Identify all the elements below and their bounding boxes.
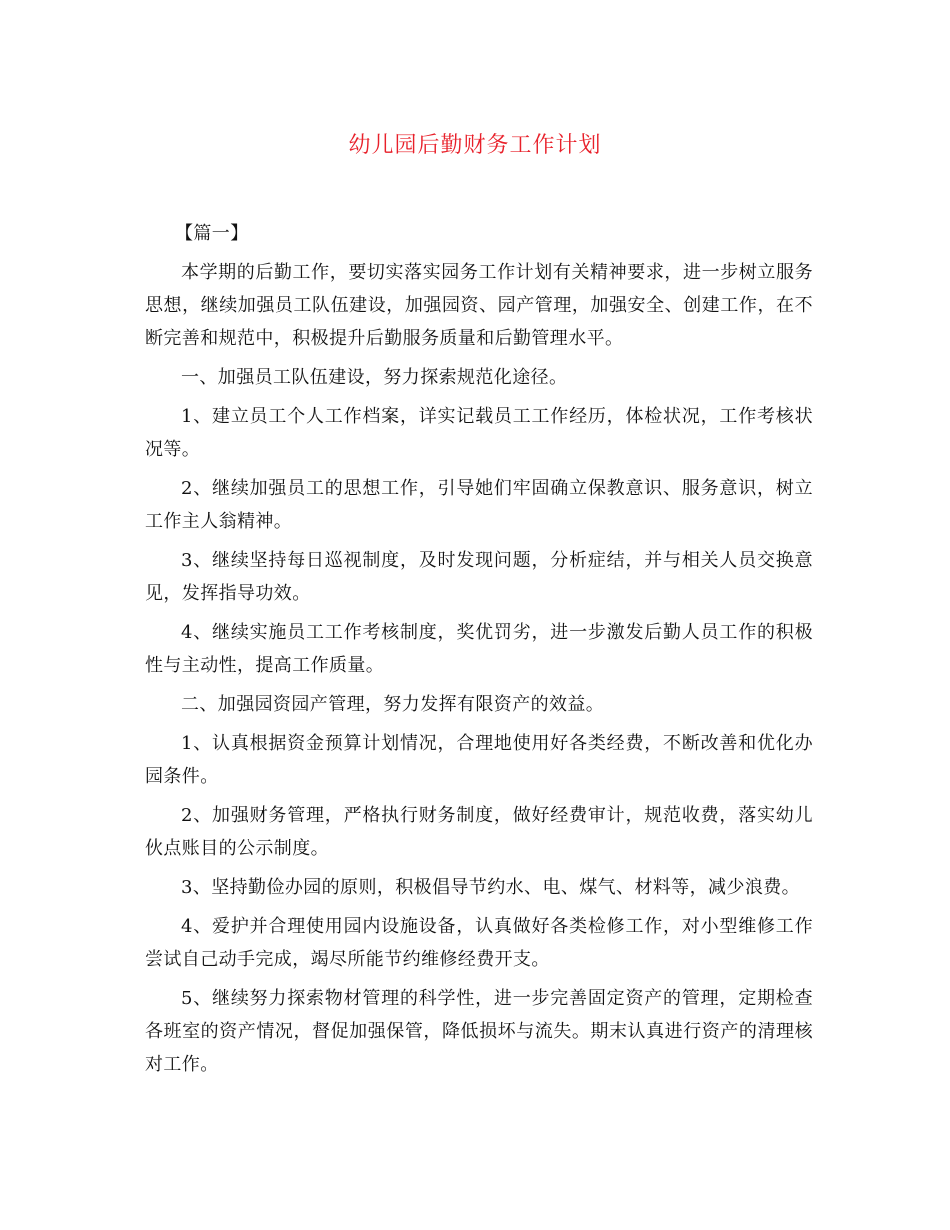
paragraph-item: 4、爱护并合理使用园内设施设备，认真做好各类检修工作，对小型维修工作尝试自己动手完成，竭尽所能节约维修经费开支。 — [145, 916, 813, 970]
paragraph-item: 5、继续努力探索物材管理的科学性，进一步完善固定资产的管理，定期检查各班室的资产情况，督促加强保管，降低损坏与流失。期末认真进行资产的清理核对工作。 — [145, 988, 813, 1075]
paragraph-item: 2、加强财务管理，严格执行财务制度，做好经费审计，规范收费，落实幼儿伙点账目的公示制度。 — [145, 805, 813, 859]
paragraph-item: 2、继续加强员工的思想工作，引导她们牢固确立保教意识、服务意识，树立工作主人翁精神。 — [145, 478, 813, 532]
section-label: 【篇一】 — [175, 223, 249, 244]
paragraph-intro: 本学期的后勤工作，要切实落实园务工作计划有关精神要求，进一步树立服务思想，继续加强员工队伍建设，加强园资、园产管理，加强安全、创建工作，在不断完善和规范中，积极提升后勤服务质量和后勤管理水平。 — [145, 262, 813, 349]
paragraph-item: 3、继续坚持每日巡视制度，及时发现问题，分析症结，并与相关人员交换意见，发挥指导功效。 — [145, 550, 813, 604]
paragraph-heading-1: 一、加强员工队伍建设，努力探索规范化途径。 — [181, 367, 568, 388]
paragraph-item: 4、继续实施员工工作考核制度，奖优罚劣，进一步激发后勤人员工作的积极性与主动性，提高工作质量。 — [145, 622, 813, 676]
paragraph-item: 1、认真根据资金预算计划情况，合理地使用好各类经费，不断改善和优化办园条件。 — [145, 733, 813, 787]
paragraph-item: 3、坚持勤俭办园的原则，积极倡导节约水、电、煤气、材料等，减少浪费。 — [181, 877, 801, 898]
document-body — [145, 217, 813, 1087]
paragraph-item: 1、建立员工个人工作档案，详实记载员工工作经历，体检状况，工作考核状况等。 — [145, 406, 813, 460]
document-title: 幼儿园后勤财务工作计划 — [348, 133, 602, 158]
paragraph-heading-2: 二、加强园资园产管理，努力发挥有限资产的效益。 — [181, 694, 605, 715]
